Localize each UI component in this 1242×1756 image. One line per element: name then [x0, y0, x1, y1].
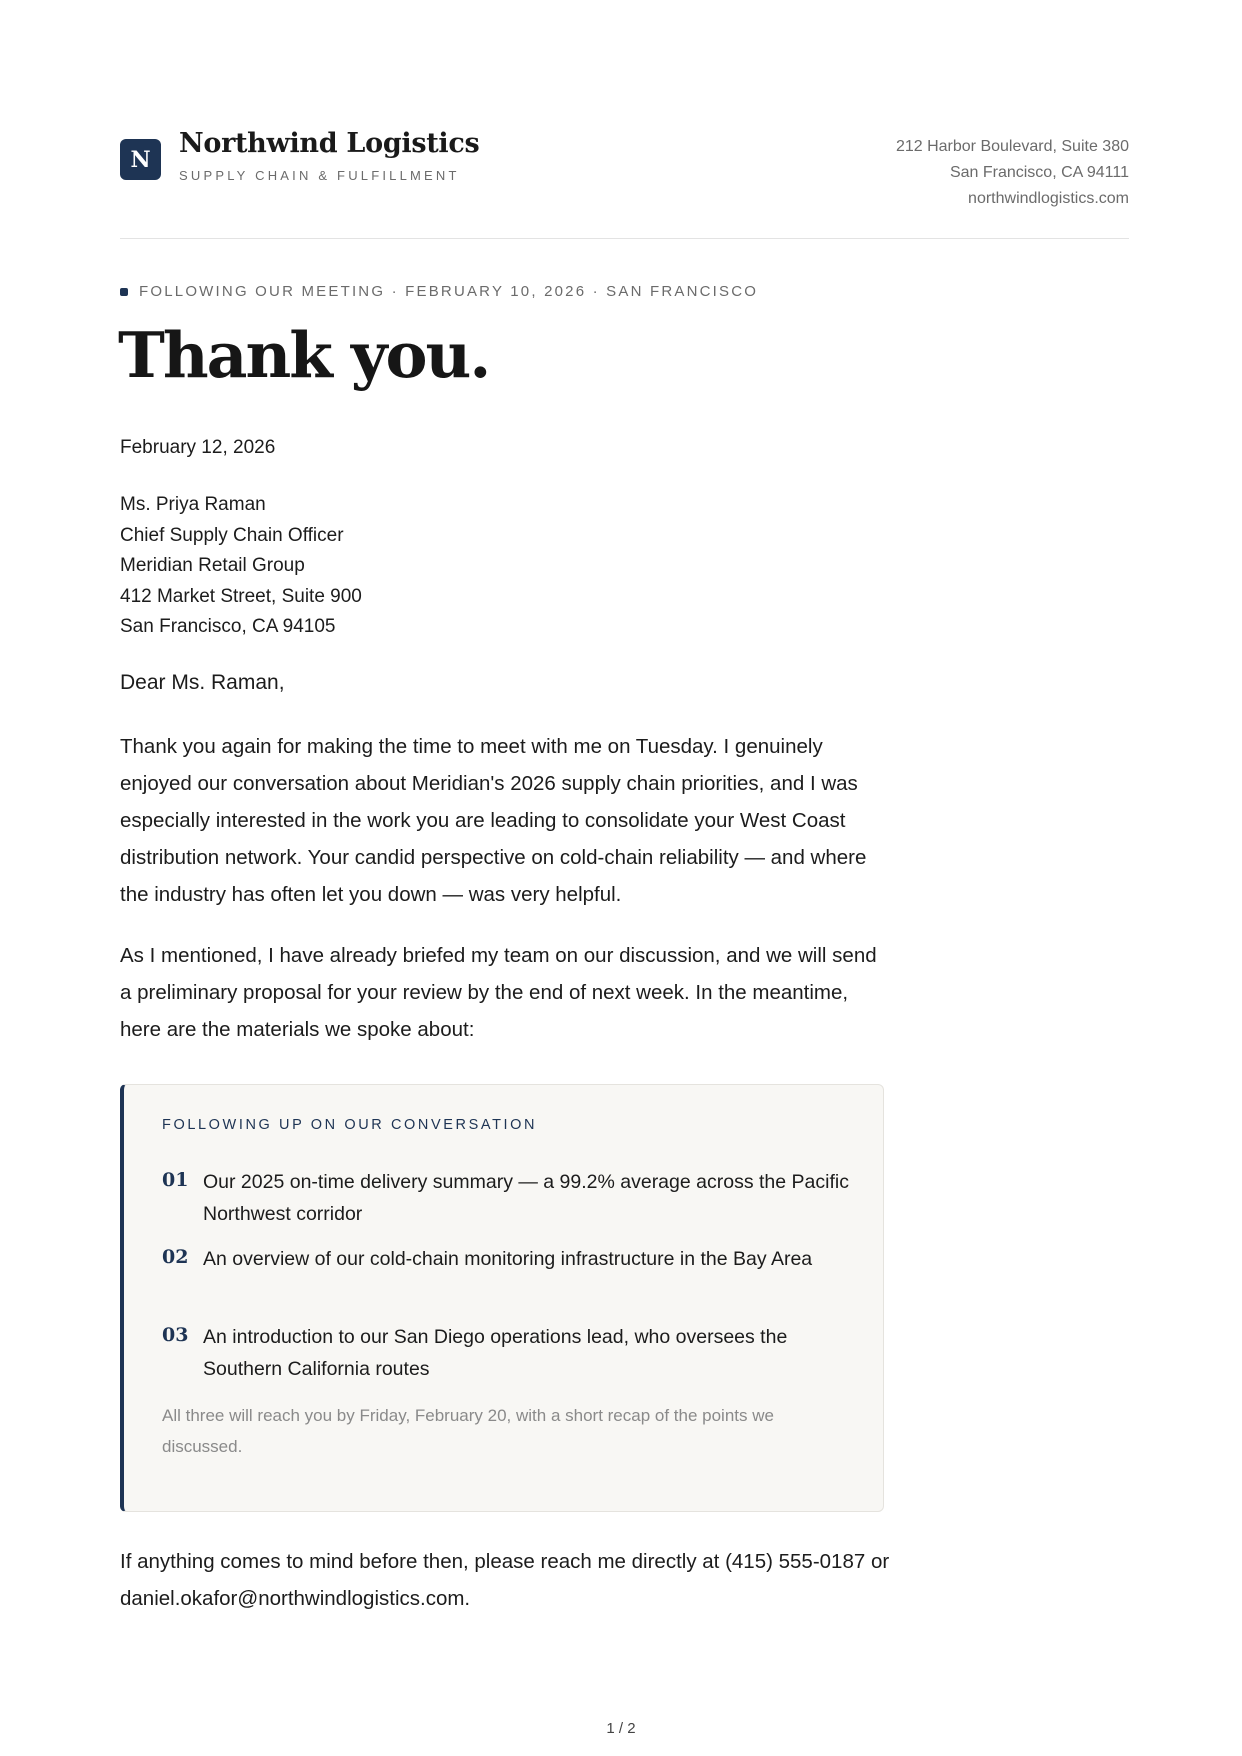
address-line: 212 Harbor Boulevard, Suite 380: [895, 138, 1129, 155]
item-number: 02: [162, 1246, 189, 1268]
eyebrow-text: FOLLOWING OUR MEETING · FEBRUARY 10, 2026 · SAN FRANCISCO: [139, 283, 759, 300]
eyebrow-bullet-icon: [120, 288, 128, 296]
item-text: An introduction to our San Diego operations lead, who oversees the Southern California routes: [203, 1326, 788, 1380]
page-number: 1 / 2: [606, 1720, 636, 1737]
recipient-city: San Francisco, CA 94105: [120, 616, 336, 637]
company-logo: N: [120, 139, 161, 180]
letter-date: February 12, 2026: [120, 437, 276, 458]
item-text: An overview of our cold-chain monitoring infrastructure in the Bay Area: [203, 1248, 813, 1270]
page-title: Thank you.: [118, 318, 490, 392]
recipient-title: Chief Supply Chain Officer: [120, 524, 344, 546]
header-divider: [120, 238, 1129, 239]
company-website: northwindlogistics.com: [968, 190, 1129, 207]
company-tagline: SUPPLY CHAIN & FULFILLMENT: [179, 168, 460, 183]
recipient-street: 412 Market Street, Suite 900: [120, 585, 362, 607]
item-text: Our 2025 on-time delivery summary — a 99.2% average across the Pacific Northwest corridor: [203, 1171, 849, 1225]
follow-up-callout: [120, 1084, 884, 1512]
recipient-block: [120, 490, 362, 643]
address-line: San Francisco, CA 94111: [949, 164, 1129, 181]
recipient-name: Ms. Priya Raman: [120, 494, 266, 515]
callout-note: All three will reach you by Friday, February 20, with a short recap of the points we discussed.: [162, 1406, 774, 1456]
salutation: Dear Ms. Raman,: [120, 671, 285, 694]
item-number: 03: [162, 1324, 189, 1346]
recipient-company: Meridian Retail Group: [120, 555, 305, 576]
body-paragraph: As I mentioned, I have already briefed my team on our discussion, and we will send a preliminary proposal for your review by the end of next week. In the meantime, here are the materials we spoke about:: [120, 944, 877, 1041]
company-name: Northwind Logistics: [179, 128, 480, 159]
callout-title: FOLLOWING UP ON OUR CONVERSATION: [162, 1117, 538, 1133]
body-paragraph: If anything comes to mind before then, please reach me directly at (415) 555-0187 or daniel.okafor@northwindlogistics.com.: [120, 1550, 890, 1610]
item-number: 01: [162, 1169, 189, 1191]
company-address: [896, 134, 1129, 212]
body-paragraph: Thank you again for making the time to meet with me on Tuesday. I genuinely enjoyed our conversation about Meridian's 2026 supply chain priorities, and I was especially interested in the work you are leading to consolidate your West Coast distribution network. Your candid perspective on cold-chain reliability — and where the industry has often let you down — was very helpful.: [120, 735, 867, 906]
